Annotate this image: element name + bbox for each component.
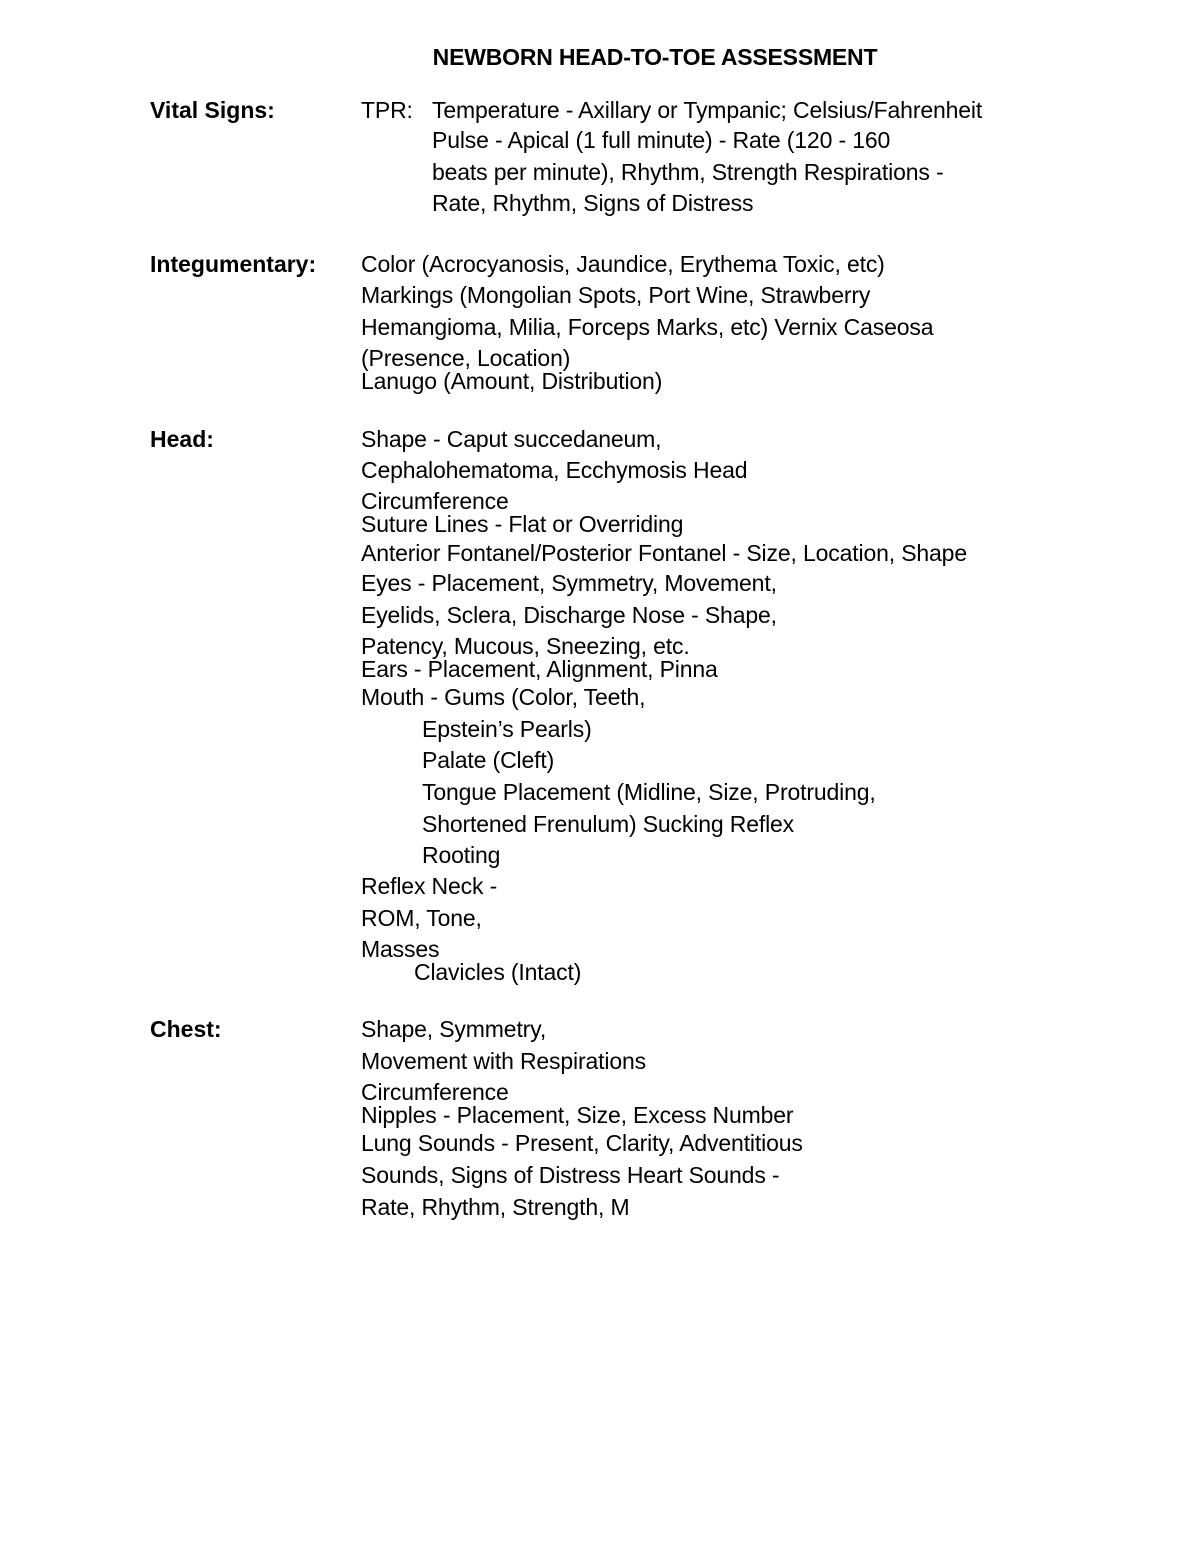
vital-signs-line: beats per minute), Rhythm, Strength Respirations - bbox=[432, 159, 944, 185]
head-line: Tongue Placement (Midline, Size, Protruding, bbox=[422, 779, 876, 805]
head-line: Suture Lines - Flat or Overriding bbox=[361, 511, 684, 537]
head-line: Shape - Caput succedaneum, bbox=[361, 426, 662, 452]
chest-line: Rate, Rhythm, Strength, M bbox=[361, 1194, 630, 1220]
head-line: Masses bbox=[361, 936, 440, 962]
integumentary-line: Hemangioma, Milia, Forceps Marks, etc) Vernix Caseosa bbox=[361, 314, 934, 340]
chest-line: Nipples - Placement, Size, Excess Number bbox=[361, 1102, 794, 1128]
chest-line: Shape, Symmetry, bbox=[361, 1016, 547, 1042]
chest-line: Movement with Respirations bbox=[361, 1048, 646, 1074]
head-line: ROM, Tone, bbox=[361, 905, 482, 931]
head-line: Epstein’s Pearls) bbox=[422, 716, 592, 742]
page-title: NEWBORN HEAD-TO-TOE ASSESSMENT bbox=[432, 44, 878, 70]
section-label-chest: Chest: bbox=[150, 1016, 222, 1042]
section-label-head: Head: bbox=[150, 426, 214, 452]
integumentary-line: Markings (Mongolian Spots, Port Wine, Strawberry bbox=[361, 282, 871, 308]
chest-line: Circumference bbox=[361, 1079, 509, 1105]
head-line: Shortened Frenulum) Sucking Reflex bbox=[422, 811, 795, 837]
head-line: Clavicles (Intact) bbox=[414, 959, 582, 985]
chest-line: Lung Sounds - Present, Clarity, Adventitious bbox=[361, 1130, 803, 1156]
vital-signs-line: Pulse - Apical (1 full minute) - Rate (120 - 160 bbox=[432, 127, 891, 153]
section-label-integumentary: Integumentary: bbox=[150, 251, 317, 277]
head-line: Palate (Cleft) bbox=[422, 747, 555, 773]
head-line: Rooting bbox=[422, 842, 501, 868]
integumentary-line: (Presence, Location) bbox=[361, 345, 571, 371]
integumentary-line: Color (Acrocyanosis, Jaundice, Erythema Toxic, etc) bbox=[361, 251, 885, 277]
section-label-vital-signs: Vital Signs: bbox=[150, 97, 275, 123]
head-line: Eyelids, Sclera, Discharge Nose - Shape, bbox=[361, 602, 777, 628]
vital-signs-line: Temperature - Axillary or Tympanic; Celsius/Fahrenheit bbox=[432, 97, 983, 123]
head-line: Mouth - Gums (Color, Teeth, bbox=[361, 684, 646, 710]
integumentary-line: Lanugo (Amount, Distribution) bbox=[361, 368, 663, 394]
vital-signs-line: Rate, Rhythm, Signs of Distress bbox=[432, 190, 754, 216]
head-line: Ears - Placement, Alignment, Pinna bbox=[361, 656, 718, 682]
tpr-label: TPR: bbox=[361, 97, 413, 123]
head-line: Patency, Mucous, Sneezing, etc. bbox=[361, 633, 690, 659]
head-line: Anterior Fontanel/Posterior Fontanel - Size, Location, Shape bbox=[361, 540, 967, 566]
head-line: Circumference bbox=[361, 488, 509, 514]
chest-line: Sounds, Signs of Distress Heart Sounds - bbox=[361, 1162, 780, 1188]
head-line: Reflex Neck - bbox=[361, 873, 498, 899]
head-line: Cephalohematoma, Ecchymosis Head bbox=[361, 457, 748, 483]
head-line: Eyes - Placement, Symmetry, Movement, bbox=[361, 570, 777, 596]
